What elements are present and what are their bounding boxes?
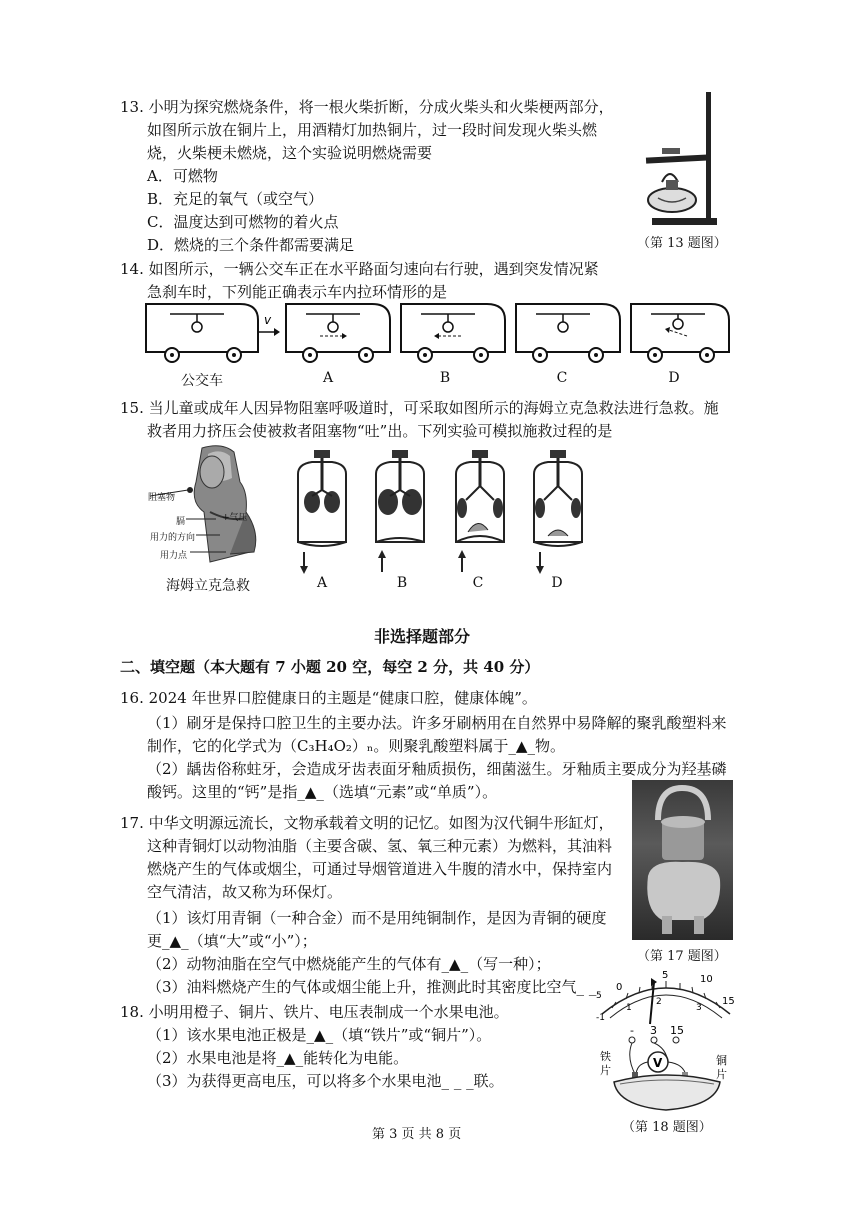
meter-tick-neg1: -1 <box>596 1013 605 1023</box>
q16-line5: 酸钙。这里的“钙”是指_▲_（选填“元素”或“单质”）。 <box>147 783 498 801</box>
blank-marker: ▲ <box>304 783 317 801</box>
q14-label-d: D <box>668 370 680 386</box>
q13-option-c: C．温度达到可燃物的着火点 <box>147 213 339 231</box>
q16-line3: 制作，它的化学式为（C₃H₄O₂）ₙ。则聚乳酸塑料属于_▲_物。 <box>147 737 565 755</box>
blank-marker: ▲ <box>515 737 528 755</box>
q16-line1: 16. 2024 年世界口腔健康日的主题是“健康口腔，健康体魄”。 <box>120 689 537 707</box>
q14-label-c: C <box>556 370 568 386</box>
q17-line7: （2）动物油脂在空气中燃烧能产生的气体有_▲_（写一种）； <box>147 955 551 973</box>
blank-marker: ▲ <box>449 955 461 973</box>
q13-figure-alcohol-lamp <box>632 88 724 228</box>
bus-original <box>146 304 280 362</box>
q17-line3: 燃烧产生的气体或烟尘，可通过导烟管道进入牛腹的清水中，保持室内 <box>147 860 613 878</box>
bus-option-b <box>401 304 505 362</box>
meter-tick-0: 0 <box>616 982 623 993</box>
meter-tick-1: 1 <box>626 1003 632 1013</box>
bell-jar-b <box>376 450 424 572</box>
bus-option-d <box>631 304 729 362</box>
q14-label-bus: 公交车 <box>181 373 223 389</box>
velocity-label: v <box>264 313 272 327</box>
label-obstruction: 阻塞物 <box>148 493 176 503</box>
bus-option-a <box>286 304 390 362</box>
voltmeter-symbol: V <box>653 1056 663 1070</box>
q15-label-d: D <box>551 575 563 591</box>
blank-marker: ▲ <box>284 1049 296 1067</box>
q16-line4: （2）龋齿俗称蛀牙，会造成牙齿表面牙釉质损伤，细菌滋生。牙釉质主要成分为羟基磷 <box>147 760 727 778</box>
terminal-15: 15 <box>670 1024 684 1037</box>
bell-jar-d <box>534 450 582 574</box>
q17-line4: 空气清洁，故又称为环保灯。 <box>147 883 343 901</box>
q17-caption: （第 17 题图） <box>637 949 727 964</box>
q17-line1: 17. 中华文明源远流长，文物承载着文明的记忆。如图为汉代铜牛形缸灯， <box>120 814 614 832</box>
electrode-iron-label-2: 片 <box>600 1064 611 1077</box>
bell-jar-c <box>456 450 504 572</box>
q18-figure-fruit-battery <box>596 968 736 1116</box>
electrode-copper-label-2: 片 <box>716 1068 727 1081</box>
q13-caption: （第 13 题图） <box>637 236 727 251</box>
q18-line2: （1）该水果电池正极是_▲_（填“铁片”或“铜片”）。 <box>147 1026 492 1044</box>
meter-tick-3: 3 <box>696 1003 702 1013</box>
q15-stem-line2: 救者用力挤压会使被救者阻塞物“吐”出。下列实验可模拟施救过程的是 <box>147 422 613 440</box>
label-force-point: 用力点 <box>160 551 188 561</box>
meter-tick-neg5: 5 <box>596 991 602 1001</box>
bell-jar-a <box>298 450 346 574</box>
q17-line2: 这种青铜灯以动物油脂（主要含碳、氢、氧三种元素）为燃料，其油料 <box>147 837 613 855</box>
q15-bell-jar-figures <box>290 446 590 574</box>
q14-bus-figures <box>140 300 730 370</box>
q17-line8: （3）油料燃烧产生的气体或烟尘能上升，推测此时其密度比空气_ _ <box>147 978 597 996</box>
q18-line4: （3）为获得更高电压，可以将多个水果电池_ _ _联。 <box>147 1072 504 1090</box>
q18-line3: （2）水果电池是将_▲_能转化为电能。 <box>147 1049 409 1067</box>
meter-tick-10: 10 <box>700 974 713 985</box>
section-heading: 二、填空题（本大题有 7 小题 20 空，每空 2 分，共 40 分） <box>120 658 540 676</box>
q14-stem-line2: 急刹车时，下列能正确表示车内拉环情形的是 <box>147 283 448 301</box>
blank-marker: ▲ <box>169 932 182 950</box>
q18-caption: （第 18 题图） <box>622 1120 712 1135</box>
terminal-3: 3 <box>650 1024 657 1037</box>
q15-label-a: A <box>316 575 328 591</box>
q16-line2: （1）刷牙是保持口腔卫生的主要办法。许多牙刷柄用在自然界中易降解的聚乳酸塑料来 <box>147 714 727 732</box>
electrode-copper-label-1: 铜 <box>716 1054 727 1067</box>
label-air-pressure: +气压 <box>222 513 248 523</box>
q13-stem-line1: 13. 小明为探究燃烧条件，将一根火柴折断，分成火柴头和火柴梗两部分， <box>120 98 614 116</box>
q13-stem-line2: 如图所示放在铜片上，用酒精灯加热铜片，过一段时间发现火柴头燃 <box>147 121 598 139</box>
q15-label-b: B <box>396 575 408 591</box>
q17-line5: （1）该灯用青铜（一种合金）而不是用纯铜制作，是因为青铜的硬度 <box>147 909 607 927</box>
q14-stem-line1: 14. 如图所示，一辆公交车正在水平路面匀速向右行驶，遇到突发情况紧 <box>120 260 599 278</box>
q18-line1: 18. 小明用橙子、铜片、铁片、电压表制成一个水果电池。 <box>120 1003 509 1021</box>
terminal-neg: - <box>630 1024 634 1037</box>
q14-label-b: B <box>439 370 451 386</box>
electrode-iron-label-1: 铁 <box>600 1050 611 1063</box>
q15-stem-line1: 15. 当儿童或成年人因异物阻塞呼吸道时，可采取如图所示的海姆立克急救法进行急救。施 <box>120 399 719 417</box>
q14-label-a: A <box>322 370 334 386</box>
q17-figure-bronze-lamp <box>632 780 733 940</box>
label-diaphragm: 膈 <box>176 517 186 527</box>
q13-option-d: D．燃烧的三个条件都需要满足 <box>147 236 355 254</box>
label-force-direction: 用力的方向 <box>150 533 196 543</box>
blank-marker: ▲ <box>314 1026 326 1044</box>
section-title: 非选择题部分 <box>374 627 471 646</box>
meter-tick-2: 2 <box>656 997 662 1007</box>
q15-caption: 海姆立克急救 <box>166 578 250 594</box>
q17-line6: 更_▲_（填“大”或“小”）； <box>147 932 317 950</box>
bus-option-c <box>516 304 620 362</box>
meter-tick-15: 15 <box>722 996 735 1007</box>
q15-label-c: C <box>472 575 484 591</box>
meter-tick-5: 5 <box>662 970 669 981</box>
q13-stem-line3: 烧，火柴梗未燃烧，这个实验说明燃烧需要 <box>147 144 433 162</box>
q13-option-a: A．可燃物 <box>147 167 218 185</box>
page-footer: 第 3 页 共 8 页 <box>372 1127 462 1142</box>
q13-option-b: B．充足的氧气（或空气） <box>147 190 324 208</box>
